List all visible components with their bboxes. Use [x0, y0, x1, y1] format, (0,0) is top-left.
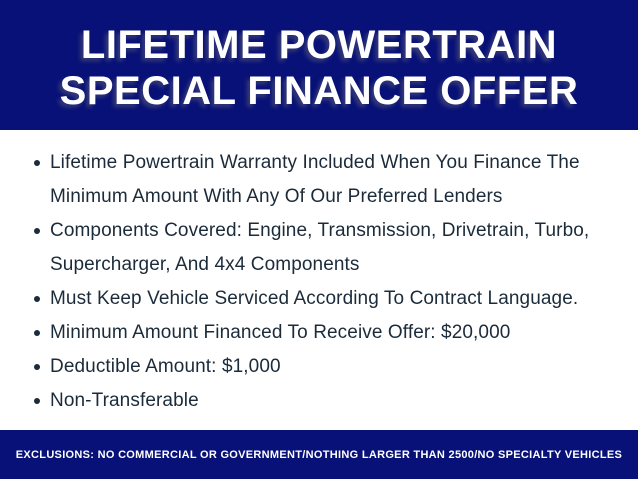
list-item-line: Supercharger, And 4x4 Components	[50, 254, 360, 275]
list-item	[33, 282, 605, 316]
list-item	[33, 146, 605, 214]
list-item-line: Lifetime Powertrain Warranty Included When You Finance The	[50, 152, 580, 173]
list-item-line: Must Keep Vehicle Serviced According To Contract Language.	[50, 288, 579, 309]
list-item	[33, 384, 605, 418]
header-banner	[0, 0, 638, 130]
page-title-line2: SPECIAL FINANCE OFFER	[59, 68, 579, 113]
offer-details-list	[33, 146, 605, 418]
list-item-line: Components Covered: Engine, Transmission, Drivetrain, Turbo,	[50, 220, 590, 241]
list-item-line: Deductible Amount: $1,000	[50, 356, 281, 377]
page-title-line1: LIFETIME POWERTRAIN	[80, 22, 558, 67]
list-item-line: Non-Transferable	[50, 390, 199, 411]
list-item	[33, 350, 605, 384]
list-item	[33, 316, 605, 350]
list-item-line: Minimum Amount Financed To Receive Offer: $20,000	[50, 322, 511, 343]
list-item-line: Minimum Amount With Any Of Our Preferred Lenders	[50, 186, 503, 207]
footer-banner	[0, 430, 638, 479]
exclusions-text: EXCLUSIONS: NO COMMERCIAL OR GOVERNMENT/NOTHING LARGER THAN 2500/NO SPECIALTY VEHICLES	[15, 448, 623, 461]
list-item	[33, 214, 605, 282]
